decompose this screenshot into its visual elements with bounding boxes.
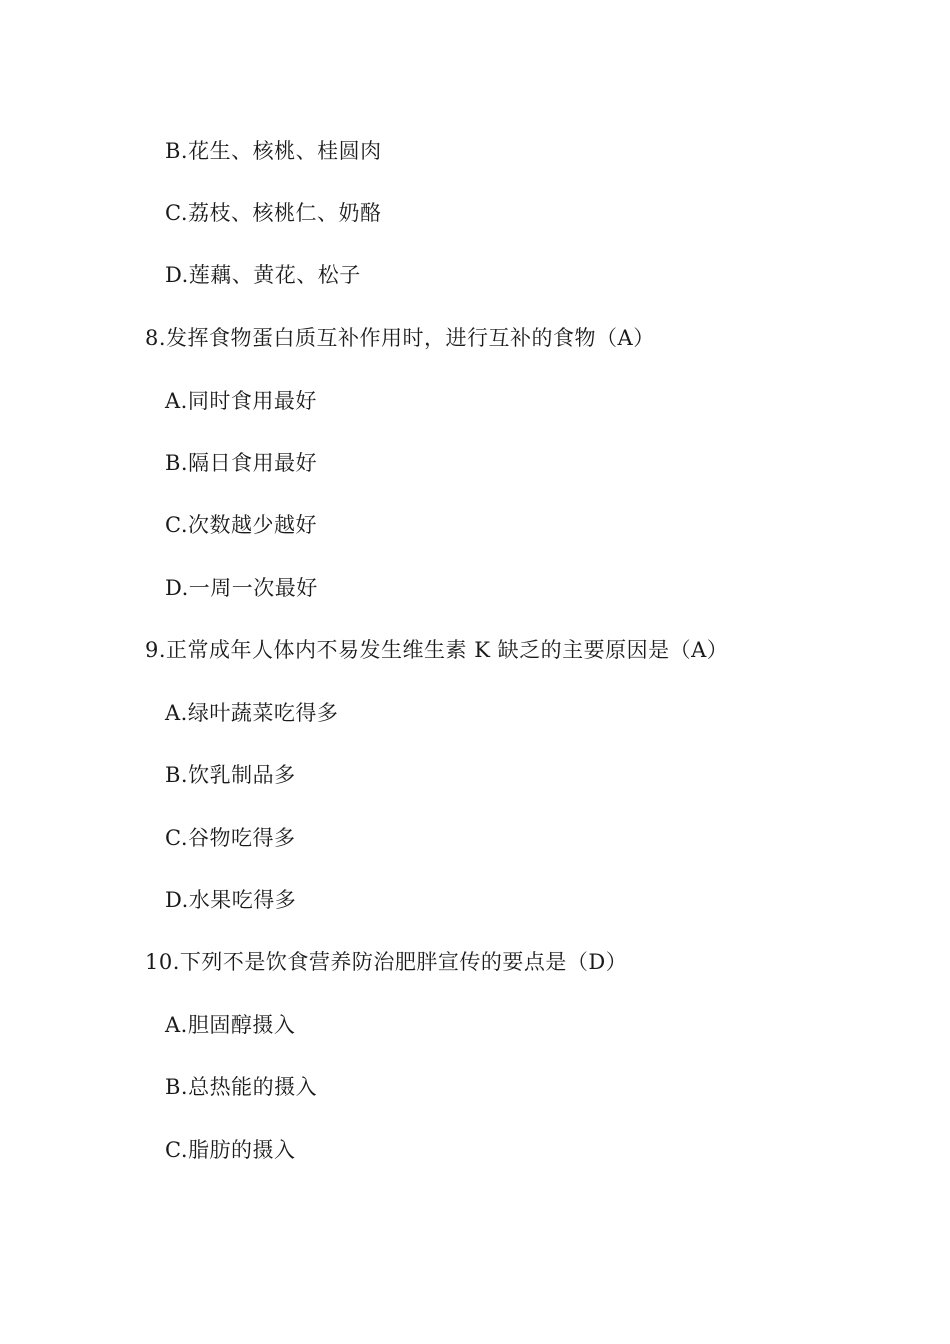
question-8: 8.发挥食物蛋白质互补作用时，进行互补的食物（A）	[145, 326, 655, 350]
option-9c: C.谷物吃得多	[165, 826, 296, 850]
option-7d: D.莲藕、黄花、松子	[165, 263, 361, 287]
option-8b: B.隔日食用最好	[165, 451, 318, 475]
option-8d: D.一周一次最好	[165, 576, 318, 600]
option-7b: B.花生、核桃、桂圆肉	[165, 139, 382, 163]
option-8a: A.同时食用最好	[165, 389, 317, 413]
option-10a: A.胆固醇摄入	[165, 1013, 296, 1037]
question-10: 10.下列不是饮食营养防治肥胖宣传的要点是（D）	[145, 950, 628, 974]
option-10c: C.脂肪的摄入	[165, 1138, 296, 1162]
option-10b: B.总热能的摄入	[165, 1075, 318, 1099]
option-8c: C.次数越少越好	[165, 513, 317, 537]
option-9b: B.饮乳制品多	[165, 763, 296, 787]
option-9d: D.水果吃得多	[165, 888, 297, 912]
option-7c: C.荔枝、核桃仁、奶酪	[165, 201, 382, 225]
option-9a: A.绿叶蔬菜吃得多	[165, 701, 339, 725]
question-9: 9.正常成年人体内不易发生维生素 K 缺乏的主要原因是（A）	[145, 638, 729, 662]
